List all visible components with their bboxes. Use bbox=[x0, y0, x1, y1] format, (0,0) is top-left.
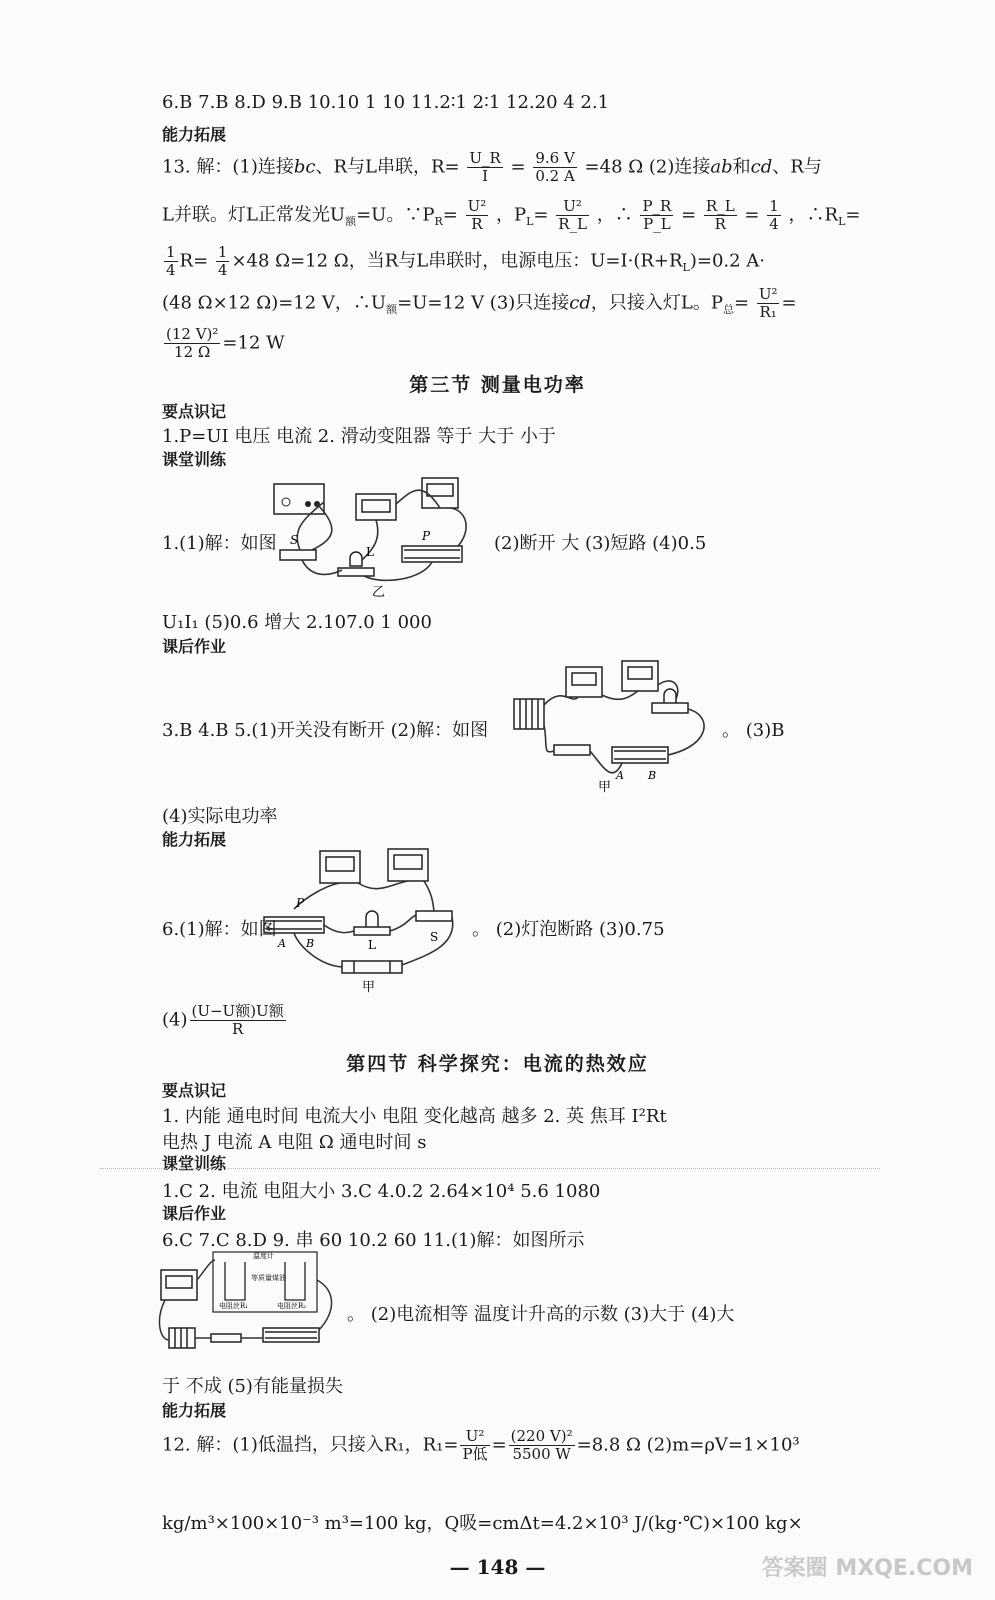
q12-line1: 12. 解：(1)低温挡，只接入R₁，R₁= $\frac{\text{U²}}{\text{P低}}$ = $\frac{\text{(220 V)²}}{5500 W}$ =8.8 Ω (2)m=ρV=1×10³ bbox=[162, 1427, 800, 1463]
section-title-3: 第三节 测量电功率 bbox=[409, 374, 586, 396]
q1-cont: U₁I₁ (5)0.6 增大 2.107.0 1 000 bbox=[162, 612, 432, 633]
q1-line: 1.(1)解：如图 bbox=[162, 533, 277, 554]
watermark: 答案圈 MXQE.COM bbox=[761, 1556, 973, 1581]
ketang-4-line: 1.C 2. 电流 电阻大小 3.C 4.0.2 2.64×10⁴ 5.6 1080 bbox=[162, 1181, 601, 1202]
svg-text:P: P bbox=[422, 529, 431, 543]
answers-line: 6.B 7.B 8.D 9.B 10.10 1 10 11.2∶1 2∶1 12.20 4 2.1 bbox=[162, 92, 610, 113]
kehou-4-line3: 于 不成 (5)有能量损失 bbox=[162, 1376, 343, 1397]
circuit-figure-4 bbox=[155, 1250, 345, 1360]
heading-yaodian: 要点识记 bbox=[162, 402, 227, 421]
fraction: $\frac{U\_R}{I}$ bbox=[469, 149, 501, 185]
fraction: $\frac{9.6 V}{0.2 A}$ bbox=[535, 149, 575, 185]
svg-text:L: L bbox=[368, 938, 376, 952]
yaodian-4-line2: 电热 J 电流 A 电阻 Ω 通电时间 s bbox=[162, 1132, 427, 1153]
svg-text:S: S bbox=[430, 930, 439, 944]
svg-text:电阻丝R₂: 电阻丝R₂ bbox=[277, 1302, 307, 1310]
heading-ketang: 课堂训练 bbox=[162, 450, 227, 469]
section-title-4: 第四节 科学探究：电流的热效应 bbox=[346, 1053, 649, 1075]
circuit-figure-1 bbox=[272, 470, 492, 600]
svg-text:S: S bbox=[290, 533, 299, 547]
svg-text:A: A bbox=[278, 937, 286, 950]
svg-text:等质量煤油: 等质量煤油 bbox=[251, 1274, 286, 1282]
svg-text:B: B bbox=[306, 937, 315, 950]
q13-line4: (48 Ω×12 Ω)=12 V，$\therefore U_额=U=12$ V (3)只连接cd，只接入灯L。$P_总=$ $\frac{\text{U²}}{\text{R₁}}$ = bbox=[162, 285, 797, 321]
q13-line2: L并联。灯L正常发光$U_额=U$。$\because P_R=$ $\frac{\text{U²}}{R}$ ，$P_L=$ $\frac{\text{U²}}{R\_L}$ ，∴ $\frac{P\_R}{P\_L}$ = $\frac{R\_L}{R}$ = $\frac{1}{4}$ ，$\therefore R_L=$ bbox=[162, 197, 861, 233]
divider bbox=[100, 1168, 880, 1169]
heading-kehou: 课后作业 bbox=[162, 637, 227, 656]
q6-line: 6.(1)解：如图 bbox=[162, 919, 277, 940]
svg-text:温度计: 温度计 bbox=[253, 1252, 274, 1260]
circuit-figure-2 bbox=[512, 655, 722, 795]
heading-nengli: 能力拓展 bbox=[162, 125, 227, 144]
heading-yaodian-4: 要点识记 bbox=[162, 1081, 227, 1100]
yaodian-4-line1: 1. 内能 通电时间 电流大小 电阻 变化越高 越多 2. 英 焦耳 I²Rt bbox=[162, 1106, 667, 1127]
kehou-4-line1: 6.C 7.C 8.D 9. 串 60 10.2 60 11.(1)解：如图所示 bbox=[162, 1230, 585, 1251]
q6-answers: 。 (2)灯泡断路 (3)0.75 bbox=[472, 919, 665, 940]
svg-text:A: A bbox=[616, 769, 624, 782]
heading-ketang-4: 课堂训练 bbox=[162, 1154, 227, 1173]
svg-text:P: P bbox=[296, 896, 305, 910]
svg-text:甲: 甲 bbox=[362, 980, 376, 995]
svg-text:甲: 甲 bbox=[598, 780, 612, 795]
q3-answers: 。 (3)B bbox=[722, 720, 785, 741]
q5-cont: (4)实际电功率 bbox=[162, 806, 278, 827]
q13-line1: 13. 解：(1)连接bc、R与L串联，R= $\frac{U\_R}{I}$ = $\frac{9.6 V}{0.2 A}$ =48 Ω (2)连接ab和cd、R与 bbox=[162, 149, 822, 185]
heading-kehou-4: 课后作业 bbox=[162, 1204, 227, 1223]
q13-line3: $\frac{1}{4}$ R= $\frac{1}{4}$ ×48 Ω=12 Ω，当R与L串联时，电源电压：$U=I\cdot(R+R_L)=0.2$ A· bbox=[166, 243, 766, 279]
q3-line: 3.B 4.B 5.(1)开关没有断开 (2)解：如图 bbox=[162, 720, 489, 741]
q1-answers: (2)断开 大 (3)短路 (4)0.5 bbox=[494, 533, 707, 554]
q13-line5: $\frac{\text{(12 V)²}}{12 \Omega}$ =12 W bbox=[166, 325, 285, 361]
q6-cont: (4) $\frac{\text{(U−U额)U额}}{R}$ bbox=[162, 1002, 284, 1038]
svg-text:乙: 乙 bbox=[372, 585, 386, 600]
svg-text:L: L bbox=[366, 545, 374, 559]
circuit-figure-3 bbox=[258, 845, 468, 995]
page-number: — 148 — bbox=[449, 1555, 546, 1579]
svg-text:电阻丝R₁: 电阻丝R₁ bbox=[219, 1302, 249, 1310]
heading-nengli-4: 能力拓展 bbox=[162, 1401, 227, 1420]
yaodian-line: 1.P=UI 电压 电流 2. 滑动变阻器 等于 大于 小于 bbox=[162, 426, 556, 447]
svg-text:B: B bbox=[648, 769, 657, 782]
kehou-4-line2: 。 (2)电流相等 温度计升高的示数 (3)大于 (4)大 bbox=[347, 1304, 735, 1325]
q12-line2: kg/m³×100×10⁻³ m³=100 kg，Q吸=cmΔt=4.2×10³ J/(kg·℃)×100 kg× bbox=[162, 1513, 803, 1534]
heading-nengli-2: 能力拓展 bbox=[162, 830, 227, 849]
